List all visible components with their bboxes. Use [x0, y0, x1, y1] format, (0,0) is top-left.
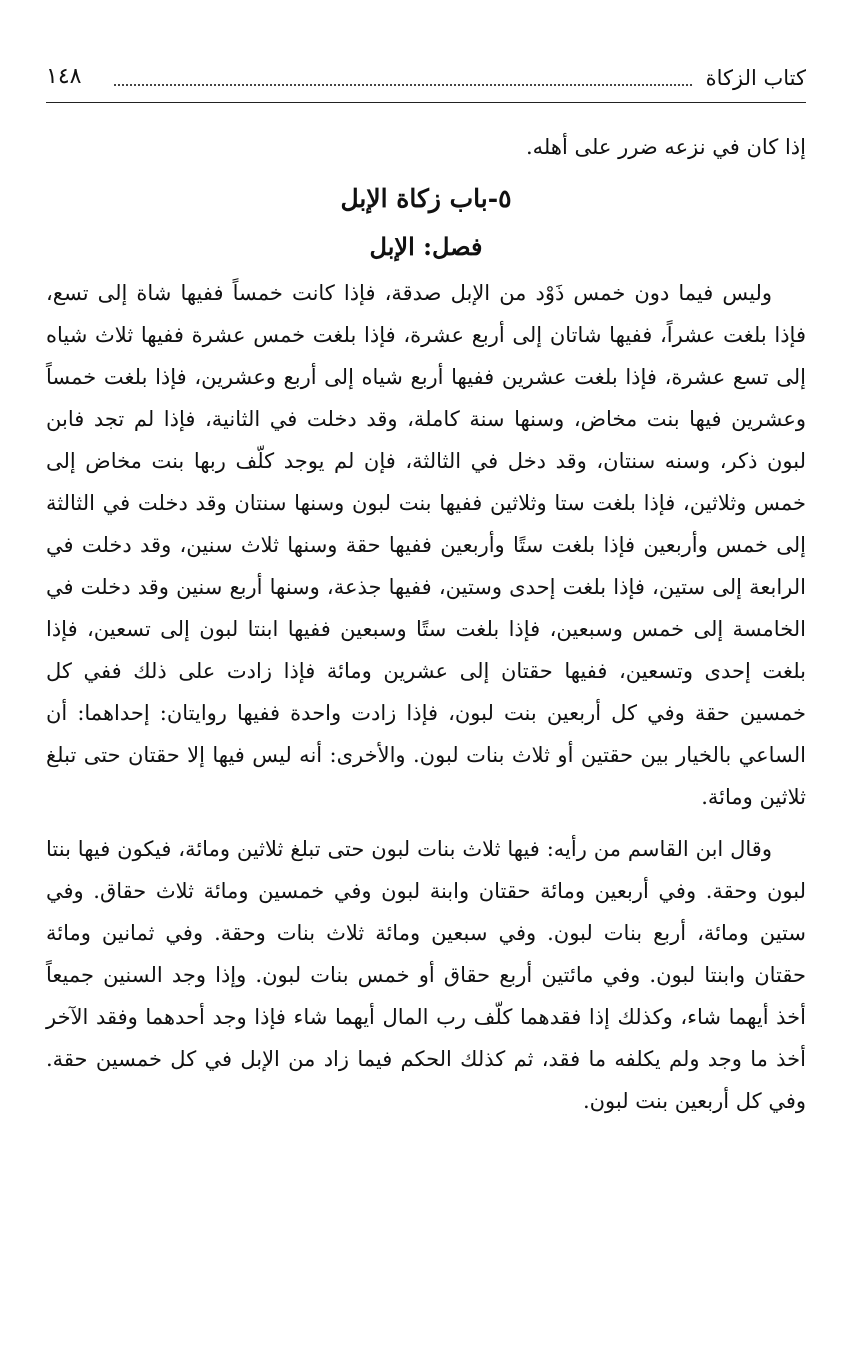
chapter-title: ٥-باب زكاة الإبل: [340, 184, 512, 213]
header-leader-dots: [114, 76, 692, 86]
section-title: فصل: الإبل: [369, 232, 483, 261]
running-header: [46, 62, 806, 103]
paragraph-1: وليس فيما دون خمس ذَوْد من الإبل صدقة، فإذا كانت خمساً ففيها شاة إلى تسع، فإذا بلغت عشراً، ففيها شاتان إلى أربع عشرة، فإذا بلغت خمس عشرة ففيها ثلاث شياه إلى تسع عشرة، فإذا بلغت عشرين ففيها أربع شياه إلى أربع وعشرين، فإذا بلغت خمساً وعشرين فيها بنت مخاض، وسنها سنة كاملة، وقد دخلت في الثانية، فإذا لم تجد فابن لبون ذكر، وسنه سنتان، وقد دخل في الثالثة، فإن لم يوجد كلّف ربها بنت مخاض إلى خمس وثلاثين، فإذا بلغت ستا وثلاثين ففيها بنت لبون وسنها سنتان وقد دخلت في الثالثة إلى خمس وأربعين فإذا بلغت ستًا وأربعين ففيها حقة وسنها ثلاث سنين، وقد دخلت في الرابعة إلى ستين، فإذا بلغت إحدى وستين، ففيها جذعة، وسنها أربع سنين وقد دخلت في الخامسة إلى خمس وسبعين، فإذا بلغت ستًا وسبعين ففيها ابنتا لبون إلى تسعين، فإذا بلغت إحدى وتسعين، ففيها حقتان إلى عشرين ومائة فإذا زادت على ذلك ففي كل خمسين حقة وفي كل أربعين بنت لبون، فإذا زادت واحدة ففيها روايتان: إحداهما: أن الساعي بالخيار بين حقتين أو ثلاث بنات لبون. والأخرى: أنه ليس فيها إلا حقتان حتى تبلغ ثلاثين ومائة.: [46, 281, 806, 809]
page-body: [46, 126, 806, 1122]
page-number: ١٤٨: [46, 64, 82, 89]
header-title: كتاب الزكاة: [705, 66, 806, 90]
opening-line: إذا كان في نزعه ضرر على أهله.: [526, 135, 806, 159]
paragraph-2: وقال ابن القاسم من رأيه: فيها ثلاث بنات لبون حتى تبلغ ثلاثين ومائة، فيكون فيها بنتا لبون وحقة. وفي أربعين ومائة حقتان وابنة لبون وفي خمسين ومائة ثلاث حقاق. وفي ستين ومائة، أربع بنات لبون. وفي سبعين ومائة ثلاث بنات وحقة. وفي ثمانين ومائة حقتان وابنتا لبون. وفي مائتين أربع حقاق أو خمس بنات لبون. وإذا وجد السنين جميعاً أخذ أيهما شاء، وكذلك إذا فقدهما كلّف رب المال أيهما شاء فإذا وجد أحدهما وفقد الآخر أخذ ما وجد ولم يكلفه ما فقد، ثم كذلك الحكم فيما زاد من الإبل في كل خمسين حقة. وفي كل أربعين بنت لبون.: [46, 837, 806, 1113]
